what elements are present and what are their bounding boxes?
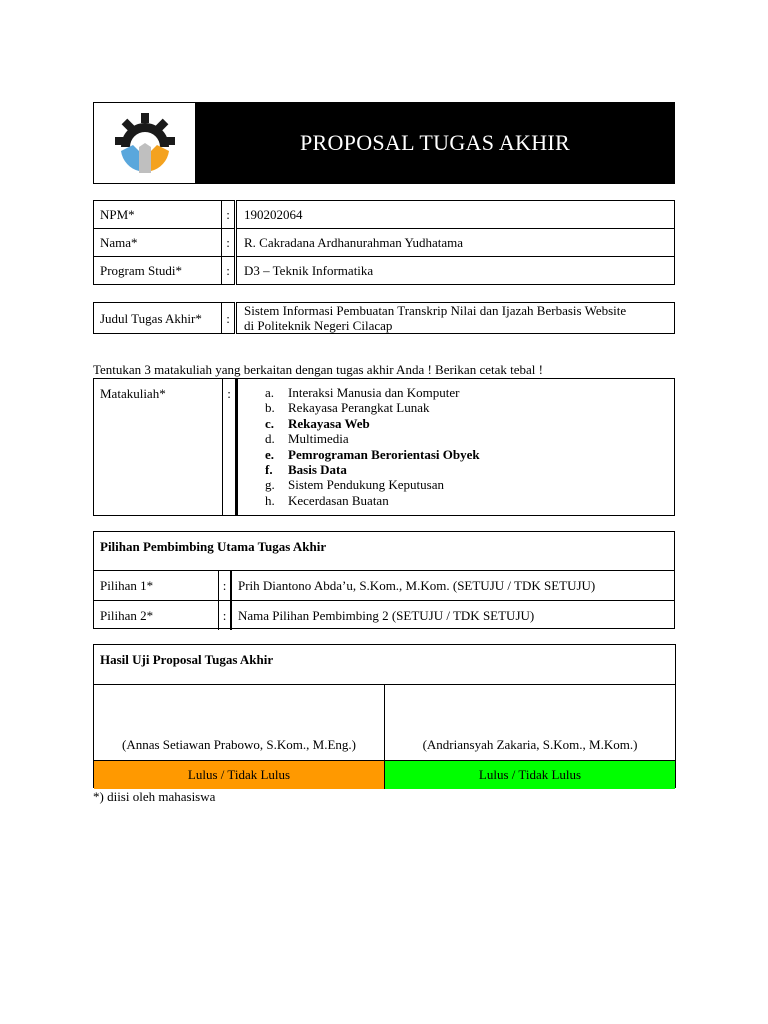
- judul-value[interactable]: [236, 303, 675, 334]
- item-name: Sistem Pendukung Keputusan: [288, 477, 444, 493]
- list-item[interactable]: [265, 477, 480, 492]
- npm-row: [94, 201, 675, 229]
- list-item[interactable]: [265, 447, 480, 462]
- list-item[interactable]: [265, 400, 480, 415]
- pembimbing-heading: Pilihan Pembimbing Utama Tugas Akhir: [94, 532, 674, 571]
- colon: :: [218, 601, 232, 630]
- npm-label: NPM*: [94, 201, 222, 229]
- status2-text: Lulus / Tidak Lulus: [478, 767, 582, 782]
- column-divider: [236, 379, 240, 515]
- logo-cell: [94, 103, 196, 183]
- judul-value-line1: Sistem Informasi Pembuatan Transkrip Nilai dan Ijazah Berbasis Website: [244, 303, 627, 318]
- hasil-uji-box: [93, 644, 676, 788]
- examiner2-name: (Andriansyah Zakaria, S.Kom., M.Kom.): [422, 737, 638, 752]
- item-name: Interaksi Manusia dan Komputer: [288, 385, 460, 400]
- matakuliah-box: [93, 378, 675, 516]
- signature-row: [94, 685, 675, 761]
- name-value[interactable]: R. Cakradana Ardhanurahman Yudhatama: [236, 229, 675, 257]
- list-item[interactable]: [265, 462, 480, 477]
- item-name: Rekayasa Perangkat Lunak: [288, 400, 430, 416]
- program-value[interactable]: D3 – Teknik Informatika: [236, 257, 675, 285]
- status1-cell[interactable]: [94, 761, 385, 789]
- hasil-heading: Hasil Uji Proposal Tugas Akhir: [94, 645, 675, 685]
- npm-value[interactable]: 190202064: [236, 201, 675, 229]
- item-name: Basis Data: [288, 462, 347, 478]
- status1-text: Lulus / Tidak Lulus: [187, 767, 291, 782]
- item-name: Rekayasa Web: [288, 415, 370, 431]
- program-row: [94, 257, 675, 285]
- judul-row: [94, 303, 675, 334]
- examiner1-name: (Annas Setiawan Prabowo, S.Kom., M.Eng.): [122, 737, 356, 752]
- colon: :: [222, 379, 236, 515]
- item-name: Kecerdasan Buatan: [288, 492, 389, 508]
- judul-value-line2: di Politeknik Negeri Cilacap: [244, 318, 393, 333]
- item-letter: g.: [265, 477, 275, 493]
- list-item[interactable]: [265, 431, 480, 446]
- judul-table: [93, 302, 675, 334]
- matakuliah-label: Matakuliah*: [100, 386, 166, 401]
- document-title: PROPOSAL TUGAS AKHIR: [196, 103, 674, 183]
- examiner2-signature: [385, 685, 675, 760]
- pembimbing-choice1-row: [94, 571, 674, 600]
- name-row: [94, 229, 675, 257]
- judul-label: Judul Tugas Akhir*: [94, 303, 222, 334]
- program-label: Program Studi*: [94, 257, 222, 285]
- choice1-label: Pilihan 1*: [100, 577, 154, 593]
- colon: :: [222, 201, 236, 229]
- status2-cell[interactable]: [385, 761, 675, 789]
- item-letter: h.: [265, 492, 275, 508]
- colon: :: [218, 571, 232, 600]
- colon: :: [222, 303, 236, 334]
- choice2-label: Pilihan 2*: [100, 607, 154, 623]
- footnote: *) diisi oleh mahasiswa: [93, 789, 216, 804]
- examiner1-signature: [94, 685, 385, 760]
- item-letter: f.: [265, 462, 273, 478]
- colon: :: [222, 257, 236, 285]
- list-item[interactable]: [265, 385, 480, 400]
- item-name: Pemrograman Berorientasi Obyek: [288, 446, 480, 462]
- colon: :: [222, 229, 236, 257]
- matakuliah-list: [265, 385, 480, 508]
- document-header: [93, 102, 675, 184]
- list-item[interactable]: [265, 493, 480, 508]
- pembimbing-choice2-row: [94, 600, 674, 630]
- pembimbing-box: [93, 531, 675, 629]
- item-letter: b.: [265, 400, 275, 416]
- student-info-table: [93, 200, 675, 285]
- gear-logo-icon: [109, 107, 181, 179]
- instruction-text: Tentukan 3 matakuliah yang berkaitan dengan tugas akhir Anda ! Berikan cetak tebal !: [93, 362, 543, 377]
- item-name: Multimedia: [288, 431, 349, 447]
- item-letter: c.: [265, 415, 275, 431]
- status-row: [94, 761, 675, 789]
- item-letter: e.: [265, 446, 275, 462]
- choice1-value[interactable]: Prih Diantono Abda’u, S.Kom., M.Kom. (SETUJU / TDK SETUJU): [238, 577, 596, 593]
- choice2-value[interactable]: Nama Pilihan Pembimbing 2 (SETUJU / TDK SETUJU): [238, 607, 535, 623]
- item-letter: a.: [265, 385, 275, 400]
- item-letter: d.: [265, 431, 275, 447]
- name-label: Nama*: [94, 229, 222, 257]
- list-item[interactable]: [265, 416, 480, 431]
